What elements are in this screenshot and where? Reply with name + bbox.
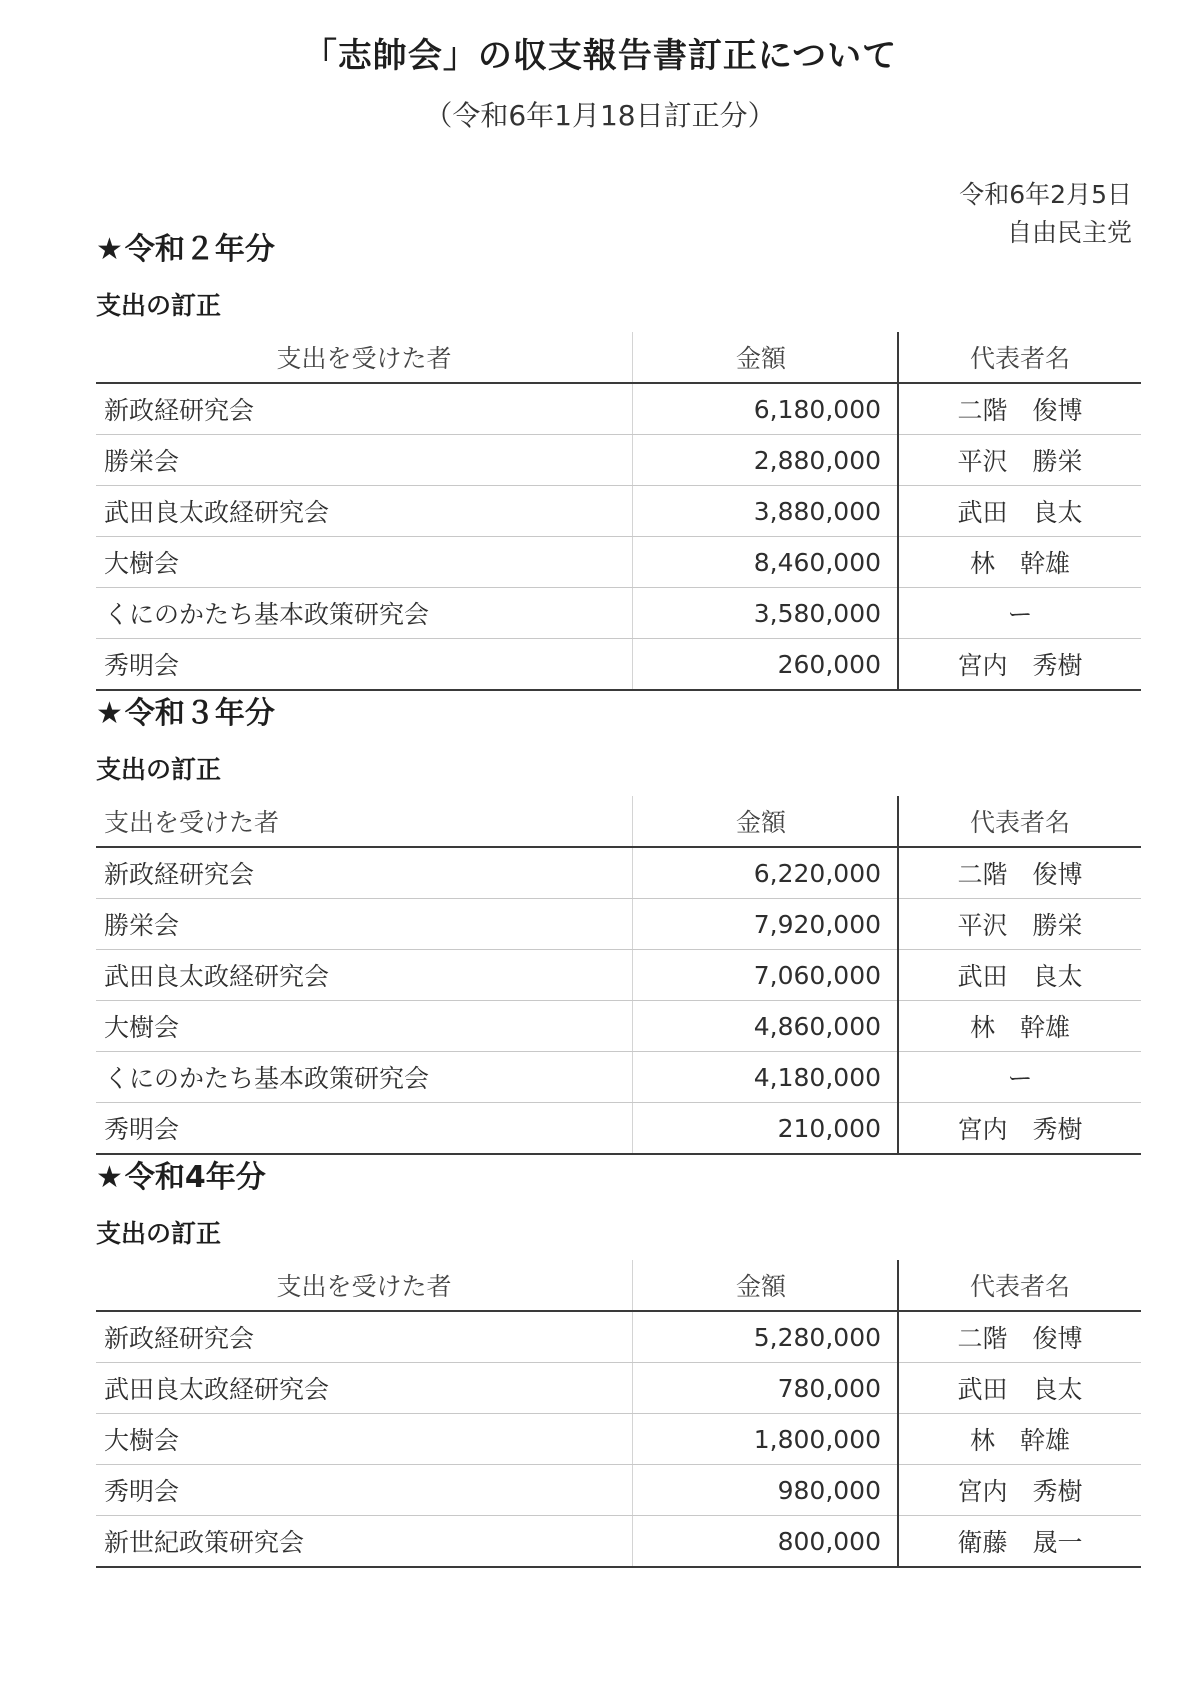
sub-heading: 支出の訂正 (96, 1219, 222, 1248)
column-header-representative: 代表者名 (898, 1260, 1141, 1311)
table-row (96, 1001, 1141, 1052)
column-header-recipient: 支出を受けた者 (96, 1260, 633, 1311)
representative-cell: 平沢 勝栄 (898, 899, 1141, 950)
star-icon: ★ (96, 1160, 123, 1195)
representative-cell: 宮内 秀樹 (898, 1103, 1141, 1155)
representative-cell: 武田 良太 (898, 486, 1141, 537)
recipient-cell: 秀明会 (96, 1465, 633, 1516)
amount-cell: 3,880,000 (633, 486, 899, 537)
amount-cell: 6,220,000 (633, 847, 899, 899)
amount-cell: 260,000 (633, 639, 899, 691)
table-row (96, 486, 1141, 537)
amount-cell: 1,800,000 (633, 1414, 899, 1465)
column-header-representative: 代表者名 (898, 796, 1141, 847)
amount-cell: 4,860,000 (633, 1001, 899, 1052)
amount-cell: 8,460,000 (633, 537, 899, 588)
column-header-representative: 代表者名 (898, 332, 1141, 383)
spending-table (96, 1260, 1141, 1568)
section-reiwa-2 (96, 226, 1141, 691)
column-header-amount: 金額 (633, 796, 899, 847)
column-header-amount: 金額 (633, 332, 899, 383)
recipient-cell: くにのかたち基本政策研究会 (96, 1052, 633, 1103)
table-header-row (96, 332, 1141, 383)
table-row (96, 899, 1141, 950)
recipient-cell: くにのかたち基本政策研究会 (96, 588, 633, 639)
amount-cell: 210,000 (633, 1103, 899, 1155)
recipient-cell: 新政経研究会 (96, 847, 633, 899)
representative-cell: 林 幹雄 (898, 1414, 1141, 1465)
recipient-cell: 大樹会 (96, 537, 633, 588)
document-date: 令和6年2月5日 (959, 180, 1132, 209)
table-row (96, 1465, 1141, 1516)
recipient-cell: 武田良太政経研究会 (96, 1363, 633, 1414)
representative-cell: 二階 俊博 (898, 1311, 1141, 1363)
table-row (96, 1311, 1141, 1363)
representative-cell: 宮内 秀樹 (898, 639, 1141, 691)
table-row (96, 1363, 1141, 1414)
table-row (96, 1103, 1141, 1155)
representative-cell: 林 幹雄 (898, 537, 1141, 588)
representative-cell: 二階 俊博 (898, 383, 1141, 435)
recipient-cell: 勝栄会 (96, 435, 633, 486)
sub-heading: 支出の訂正 (96, 291, 222, 320)
table-row (96, 435, 1141, 486)
representative-cell: 宮内 秀樹 (898, 1465, 1141, 1516)
representative-cell: ー (898, 1052, 1141, 1103)
recipient-cell: 大樹会 (96, 1001, 633, 1052)
representative-cell: 林 幹雄 (898, 1001, 1141, 1052)
recipient-cell: 新政経研究会 (96, 383, 633, 435)
column-header-recipient: 支出を受けた者 (96, 332, 633, 383)
representative-cell: ー (898, 588, 1141, 639)
table-row (96, 950, 1141, 1001)
amount-cell: 980,000 (633, 1465, 899, 1516)
spending-table (96, 796, 1141, 1155)
document-subtitle: （令和6年1月18日訂正分） (424, 99, 776, 132)
star-icon: ★ (96, 232, 123, 267)
representative-cell: 武田 良太 (898, 1363, 1141, 1414)
representative-cell: 二階 俊博 (898, 847, 1141, 899)
amount-cell: 5,280,000 (633, 1311, 899, 1363)
recipient-cell: 武田良太政経研究会 (96, 950, 633, 1001)
sub-heading: 支出の訂正 (96, 755, 222, 784)
recipient-cell: 新世紀政策研究会 (96, 1516, 633, 1568)
amount-cell: 6,180,000 (633, 383, 899, 435)
year-heading-label: 令和２年分 (124, 232, 275, 267)
recipient-cell: 勝栄会 (96, 899, 633, 950)
recipient-cell: 武田良太政経研究会 (96, 486, 633, 537)
section-reiwa-4 (96, 1154, 1141, 1568)
column-header-amount: 金額 (633, 1260, 899, 1311)
year-heading (96, 226, 1141, 274)
amount-cell: 800,000 (633, 1516, 899, 1568)
representative-cell: 衛藤 晟一 (898, 1516, 1141, 1568)
star-icon: ★ (96, 696, 123, 731)
year-heading (96, 690, 1141, 738)
document-issuer: 自由民主党 (1006, 218, 1132, 247)
column-header-recipient: 支出を受けた者 (96, 796, 633, 847)
section-reiwa-3 (96, 690, 1141, 1155)
year-heading-label: 令和4年分 (124, 1160, 266, 1195)
table-header-row (96, 1260, 1141, 1311)
representative-cell: 武田 良太 (898, 950, 1141, 1001)
amount-cell: 2,880,000 (633, 435, 899, 486)
representative-cell: 平沢 勝栄 (898, 435, 1141, 486)
year-heading-label: 令和３年分 (124, 696, 275, 731)
recipient-cell: 新政経研究会 (96, 1311, 633, 1363)
recipient-cell: 大樹会 (96, 1414, 633, 1465)
table-row (96, 1516, 1141, 1568)
document-title: 「志帥会」の収支報告書訂正について (302, 36, 898, 76)
table-row (96, 639, 1141, 691)
recipient-cell: 秀明会 (96, 639, 633, 691)
table-row (96, 1414, 1141, 1465)
table-header-row (96, 796, 1141, 847)
amount-cell: 7,920,000 (633, 899, 899, 950)
amount-cell: 4,180,000 (633, 1052, 899, 1103)
amount-cell: 780,000 (633, 1363, 899, 1414)
table-row (96, 1052, 1141, 1103)
table-row (96, 588, 1141, 639)
amount-cell: 3,580,000 (633, 588, 899, 639)
amount-cell: 7,060,000 (633, 950, 899, 1001)
recipient-cell: 秀明会 (96, 1103, 633, 1155)
table-row (96, 847, 1141, 899)
table-row (96, 537, 1141, 588)
year-heading (96, 1154, 1141, 1202)
spending-table (96, 332, 1141, 691)
table-row (96, 383, 1141, 435)
